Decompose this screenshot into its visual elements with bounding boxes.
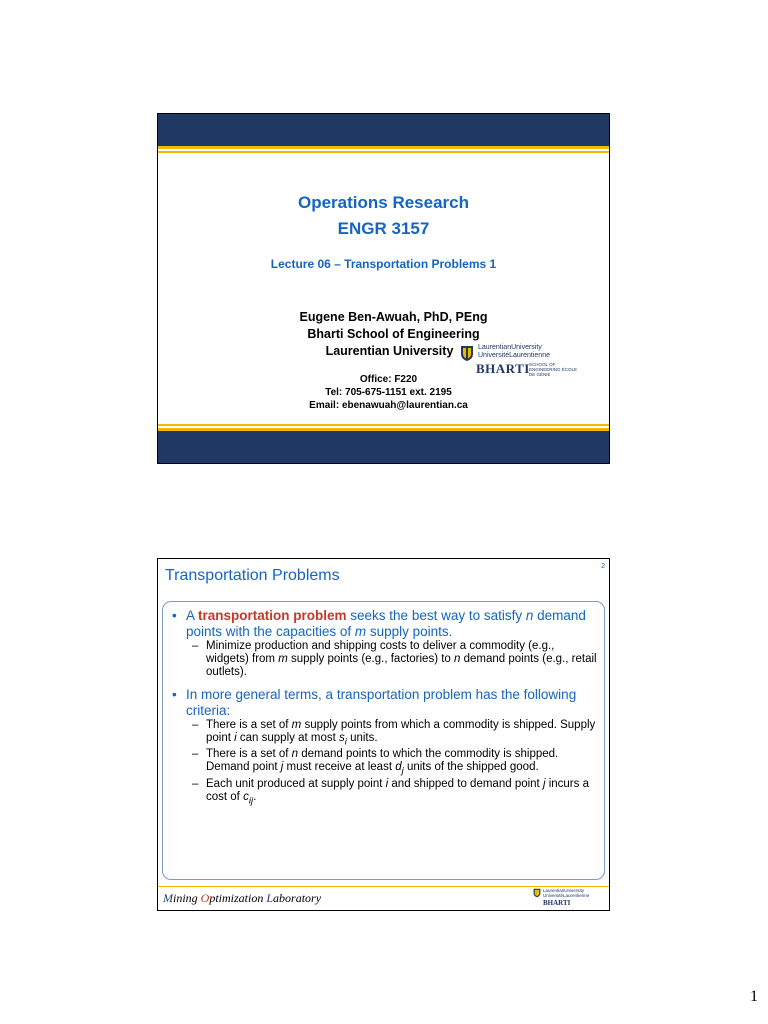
- logo-text-en: LaurentianUniversity: [478, 344, 542, 351]
- university-name: Laurentian University: [325, 344, 454, 358]
- course-title: Operations Research: [297, 193, 469, 212]
- dash-icon: –: [192, 748, 199, 761]
- bullet-icon: •: [172, 608, 177, 623]
- var: n: [454, 653, 461, 665]
- logo-text-fr: UniversitéLaurentienne: [543, 893, 590, 898]
- course-code: ENGR 3157: [337, 219, 430, 238]
- slide-number: 2: [601, 563, 605, 570]
- var: n: [291, 748, 299, 761]
- sub-bullet: [170, 748, 600, 777]
- footer-band: [158, 431, 609, 463]
- dash-icon: –: [192, 777, 199, 790]
- header-band: [158, 114, 609, 146]
- header-stripe: [158, 146, 609, 149]
- text: .: [253, 790, 257, 803]
- text: There is a set of: [206, 719, 292, 731]
- slide-body: [170, 608, 600, 807]
- text: seeks the best way to satisfy: [346, 608, 526, 623]
- subscript: i: [344, 736, 347, 748]
- lecture-title: Lecture 06 – Transportation Problems 1: [270, 257, 497, 271]
- logo-bharti-sub: SCHOOL OF ENGINEERING ÉCOLE DE GÉNIE: [529, 362, 578, 377]
- dash-icon: –: [192, 719, 199, 731]
- content-slide: [157, 558, 610, 911]
- logo-text-fr: UniversitéLaurentienne: [478, 352, 550, 359]
- shield-icon: [460, 345, 474, 362]
- highlight-term: transportation problem: [198, 608, 347, 623]
- slide-title: Transportation Problems: [165, 567, 340, 584]
- text: supply points (e.g., factories) to: [287, 653, 455, 665]
- logo-bharti: BHARTI: [476, 361, 530, 376]
- text: supply points.: [366, 624, 453, 639]
- email: Email: ebenawuah@laurentian.ca: [309, 400, 468, 411]
- var: d: [395, 761, 402, 774]
- var: m: [291, 719, 302, 731]
- author-name: Eugene Ben-Awuah, PhD, PEng: [299, 310, 488, 324]
- text: demand points with the capacities of: [186, 608, 586, 639]
- text: A: [186, 608, 199, 623]
- text: supply points from which a commodity is shipped. Supply point: [206, 719, 596, 744]
- university-logo: [460, 344, 578, 378]
- text: L: [266, 891, 274, 905]
- var: s: [338, 732, 345, 744]
- var: j: [542, 777, 546, 790]
- footer-logo: [533, 888, 605, 908]
- office: Office: F220: [359, 374, 418, 385]
- var: j: [280, 761, 284, 774]
- sub-bullet: [170, 778, 600, 807]
- bullet-point: [170, 608, 600, 640]
- var: m: [278, 653, 288, 665]
- text: Each unit produced at supply point: [206, 777, 386, 790]
- text: M: [163, 891, 173, 905]
- footer-divider: [158, 886, 609, 887]
- text: There is a set of: [206, 748, 292, 761]
- var: i: [234, 732, 237, 744]
- text: units of the shipped good.: [403, 761, 539, 774]
- text: can supply at most: [236, 732, 339, 744]
- telephone: Tel: 705-675-1151 ext. 2195: [325, 387, 452, 398]
- text: O: [200, 891, 210, 905]
- text: demand points to which the commodity is shipped. Demand point: [206, 748, 559, 774]
- bullet-icon: •: [172, 687, 177, 702]
- var: n: [525, 608, 534, 623]
- text: units.: [346, 732, 378, 744]
- text: ptimization: [209, 891, 267, 905]
- text: demand points (e.g., retail outlets).: [206, 653, 597, 678]
- bullet-point: [170, 687, 600, 719]
- sub-bullet: [170, 719, 600, 748]
- logo-bharti: BHARTI: [543, 899, 571, 907]
- lab-name: [163, 891, 321, 906]
- text: and shipped to demand point: [388, 777, 543, 790]
- var: i: [385, 777, 389, 790]
- dash-icon: –: [192, 640, 199, 652]
- sub-bullet: [170, 640, 600, 679]
- text: incurs a cost of: [206, 777, 589, 803]
- subscript: ij: [248, 794, 254, 806]
- var: m: [354, 624, 367, 639]
- title-slide: [157, 113, 610, 464]
- logo-text-en: LaurentianUniversity: [543, 888, 585, 893]
- text: must receive at least: [283, 761, 396, 774]
- text: In more general terms, a transportation problem has the following criteria:: [186, 687, 577, 718]
- footer-stripe-thin: [158, 424, 609, 426]
- text: Minimize production and shipping costs to deliver a commodity (e.g., widgets) from: [206, 640, 555, 665]
- text: aboratory: [273, 891, 322, 905]
- header-stripe-thin: [158, 151, 609, 153]
- text: ining: [173, 891, 201, 905]
- page-number: 1: [750, 988, 758, 1005]
- shield-icon: [533, 888, 541, 898]
- school-name: Bharti School of Engineering: [307, 327, 480, 341]
- subscript: j: [401, 765, 404, 777]
- var: c: [243, 790, 249, 803]
